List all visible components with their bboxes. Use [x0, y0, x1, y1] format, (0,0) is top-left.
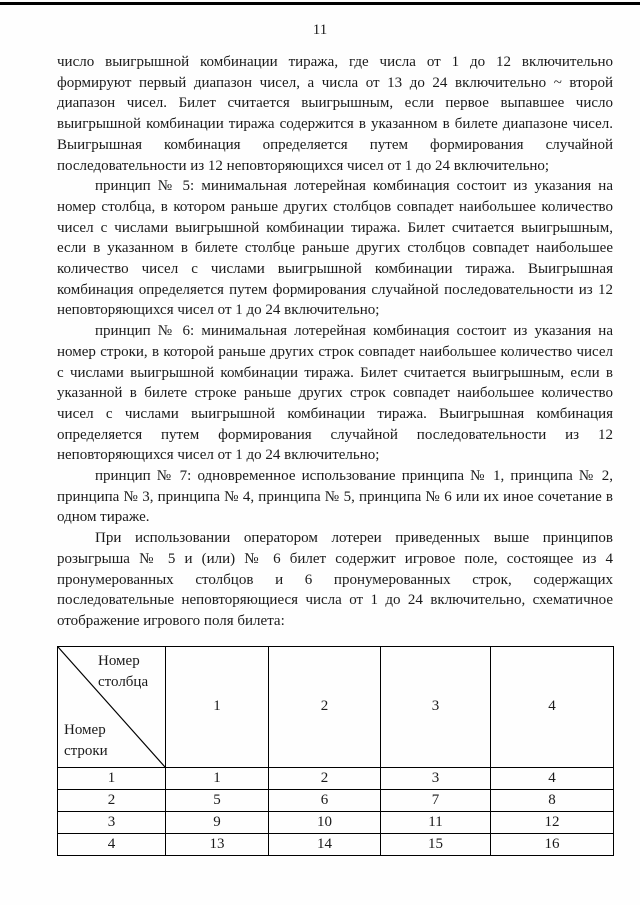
- table-corner-cell: [58, 646, 166, 767]
- corner-label-row: Номер строки: [64, 721, 108, 759]
- table-row: [58, 789, 614, 811]
- table-row: [58, 833, 614, 855]
- table-cell: 7: [381, 789, 491, 811]
- game-field-table: [57, 646, 614, 856]
- table-header-row: [58, 646, 614, 767]
- paragraph-game-field-intro: При использовании оператором лотереи приведенных выше принципов розыгрыша № 5 и (или) № 6 билет содержит игровое поле, состоящее из 4 пронумерованных столбцов и 6 пронумерованных строк, содержащих последовательные неповторяющиеся числа от 1 до 24 включительно, схематичное отображение игрового поля билета:: [57, 530, 613, 629]
- table-row: [58, 811, 614, 833]
- column-header-cell: 1: [166, 646, 269, 767]
- table-cell: 11: [381, 811, 491, 833]
- table-cell: 2: [269, 767, 381, 789]
- row-header-cell: 3: [58, 811, 166, 833]
- table-row: [58, 767, 614, 789]
- row-header-cell: 2: [58, 789, 166, 811]
- column-header-cell: 2: [269, 646, 381, 767]
- table-cell: 16: [491, 833, 614, 855]
- table-cell: 13: [166, 833, 269, 855]
- table-cell: 4: [491, 767, 614, 789]
- paragraph-principle-6: принцип № 6: минимальная лотерейная комбинация состоит из указания на номер строки, в которой раньше других строк совпадет наибольшее количество чисел с числами выигрышной комбинации тиража. Билет считается выигрышным, если в указанной в билете строке раньше других строк совпадет наибольшее количество чисел с числами выигрышной комбинации тиража. Выигрышная комбинация определяется путем формирования случайной последовательности из 12 неповторяющихся чисел от 1 до 24 включительно;: [57, 323, 613, 464]
- page-top-rule: [0, 2, 640, 5]
- paragraph-continuation: число выигрышной комбинации тиража, где числа от 1 до 12 включительно формируют первый диапазон чисел, а числа от 13 до 24 включительно ~ второй диапазон чисел. Билет считается выигрышным, если первое выпавшее число выигрышной комбинации тиража содержится в указанном в билете диапазоне чисел. Выигрышная комбинация определяется путем формирования случайной последовательности из 12 неповторяющихся чисел от 1 до 24 включительно;: [57, 54, 613, 174]
- page-number: 11: [312, 22, 328, 38]
- table-cell: 8: [491, 789, 614, 811]
- column-header-cell: 3: [381, 646, 491, 767]
- table-cell: 12: [491, 811, 614, 833]
- paragraph-principle-7: принцип № 7: одновременное использование принципа № 1, принципа № 2, принципа № 3, принципа № 4, принципа № 5, принципа № 6 или их иное сочетание в одном тираже.: [57, 468, 613, 526]
- column-header-cell: 4: [491, 646, 614, 767]
- table-cell: 3: [381, 767, 491, 789]
- page-content: [57, 52, 613, 856]
- table-cell: 15: [381, 833, 491, 855]
- paragraph-principle-5: принцип № 5: минимальная лотерейная комбинация состоит из указания на номер столбца, в котором раньше других столбцов совпадет наибольшее количество чисел с числами выигрышной комбинации тиража. Билет считается выигрышным, если в указанном в билете столбце раньше других столбцов совпадет наибольшее количество чисел с числами выигрышной комбинации тиража. Выигрышная комбинация определяется путем формирования случайной последовательности из 12 неповторяющихся чисел от 1 до 24 включительно;: [57, 178, 613, 319]
- table-cell: 5: [166, 789, 269, 811]
- table-cell: 14: [269, 833, 381, 855]
- table-cell: 10: [269, 811, 381, 833]
- corner-label-column: Номер столбца: [98, 652, 149, 690]
- table-cell: 9: [166, 811, 269, 833]
- row-header-cell: 4: [58, 833, 166, 855]
- table-cell: 6: [269, 789, 381, 811]
- table-cell: 1: [166, 767, 269, 789]
- row-header-cell: 1: [58, 767, 166, 789]
